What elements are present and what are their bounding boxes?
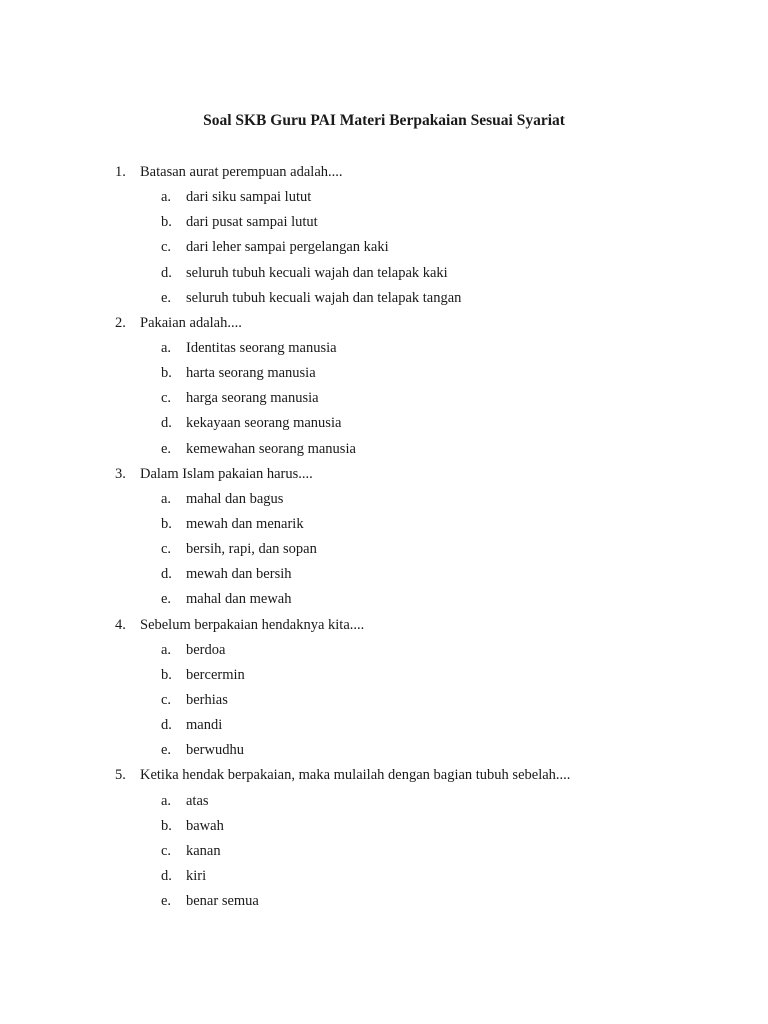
option-letter: a. (161, 189, 172, 206)
option-text: kemewahan seorang manusia (186, 440, 356, 457)
option-letter: b. (161, 365, 172, 382)
option-text: Identitas seorang manusia (186, 339, 337, 356)
answer-option (115, 185, 735, 210)
question-text: Ketika hendak berpakaian, maka mulailah dengan bagian tubuh sebelah.... (140, 767, 571, 784)
question-text: Pakaian adalah.... (140, 314, 242, 331)
option-text: kiri (186, 867, 207, 884)
answer-option (115, 261, 735, 286)
question-item (115, 160, 735, 311)
option-text: kanan (186, 842, 221, 859)
option-text: benar semua (186, 893, 259, 910)
option-letter: c. (161, 541, 172, 558)
answer-option (115, 235, 735, 260)
option-text: mewah dan menarik (186, 515, 304, 532)
answer-option (115, 864, 735, 889)
answer-option (115, 688, 735, 713)
answer-option (115, 889, 735, 914)
question-number: 2. (115, 314, 126, 331)
option-list (115, 336, 735, 462)
question-row (115, 613, 735, 638)
option-list (115, 789, 735, 915)
question-row (115, 462, 735, 487)
answer-option (115, 789, 735, 814)
option-text: harta seorang manusia (186, 365, 316, 382)
option-text: mandi (186, 717, 223, 734)
option-letter: a. (161, 339, 172, 356)
option-text: dari siku sampai lutut (186, 189, 312, 206)
option-letter: c. (161, 239, 172, 256)
option-text: mahal dan mewah (186, 591, 292, 608)
option-letter: a. (161, 792, 172, 809)
answer-option (115, 587, 735, 612)
option-text: berwudhu (186, 742, 244, 759)
option-letter: a. (161, 641, 172, 658)
option-letter: c. (161, 390, 172, 407)
option-text: bersih, rapi, dan sopan (186, 541, 317, 558)
option-letter: e. (161, 742, 172, 759)
option-list (115, 638, 735, 764)
option-text: atas (186, 792, 209, 809)
option-text: seluruh tubuh kecuali wajah dan telapak kaki (186, 264, 448, 281)
option-letter: c. (161, 691, 172, 708)
question-row (115, 763, 735, 788)
option-text: mewah dan bersih (186, 566, 292, 583)
answer-option (115, 411, 735, 436)
option-text: seluruh tubuh kecuali wajah dan telapak tangan (186, 289, 462, 306)
option-letter: d. (161, 566, 172, 583)
answer-option (115, 336, 735, 361)
option-letter: e. (161, 289, 172, 306)
question-row (115, 311, 735, 336)
answer-option (115, 210, 735, 235)
option-text: dari leher sampai pergelangan kaki (186, 239, 389, 256)
option-letter: e. (161, 893, 172, 910)
question-item (115, 763, 735, 914)
option-text: bawah (186, 817, 224, 834)
option-letter: a. (161, 490, 172, 507)
question-number: 1. (115, 164, 126, 180)
question-number: 5. (115, 767, 126, 784)
option-letter: b. (161, 817, 172, 834)
option-letter: c. (161, 842, 172, 859)
option-letter: e. (161, 440, 172, 457)
option-letter: b. (161, 214, 172, 231)
answer-option (115, 361, 735, 386)
answer-option (115, 638, 735, 663)
answer-option (115, 839, 735, 864)
question-list (115, 160, 735, 914)
option-letter: d. (161, 867, 172, 884)
option-letter: d. (161, 264, 172, 281)
answer-option (115, 512, 735, 537)
answer-option (115, 562, 735, 587)
answer-option (115, 713, 735, 738)
question-item (115, 462, 735, 613)
question-number: 4. (115, 616, 126, 633)
option-list (115, 487, 735, 613)
option-text: berhias (186, 691, 228, 708)
question-item (115, 613, 735, 764)
answer-option (115, 437, 735, 462)
answer-option (115, 814, 735, 839)
option-text: dari pusat sampai lutut (186, 214, 318, 231)
question-text: Sebelum berpakaian hendaknya kita.... (140, 616, 365, 633)
option-letter: b. (161, 666, 172, 683)
option-text: kekayaan seorang manusia (186, 415, 342, 432)
question-number: 3. (115, 465, 126, 482)
question-text: Batasan aurat perempuan adalah.... (140, 164, 343, 180)
question-row (115, 160, 735, 185)
answer-option (115, 738, 735, 763)
option-letter: e. (161, 591, 172, 608)
answer-option (115, 386, 735, 411)
question-text: Dalam Islam pakaian harus.... (140, 465, 313, 482)
option-list (115, 185, 735, 311)
answer-option (115, 537, 735, 562)
option-letter: b. (161, 515, 172, 532)
option-text: harga seorang manusia (186, 390, 319, 407)
option-text: bercermin (186, 666, 245, 683)
question-item (115, 311, 735, 462)
option-text: berdoa (186, 641, 226, 658)
answer-option (115, 286, 735, 311)
answer-option (115, 487, 735, 512)
answer-option (115, 663, 735, 688)
option-text: mahal dan bagus (186, 490, 284, 507)
option-letter: d. (161, 415, 172, 432)
document-title: Soal SKB Guru PAI Materi Berpakaian Sesuai Syariat (203, 112, 565, 129)
option-letter: d. (161, 717, 172, 734)
